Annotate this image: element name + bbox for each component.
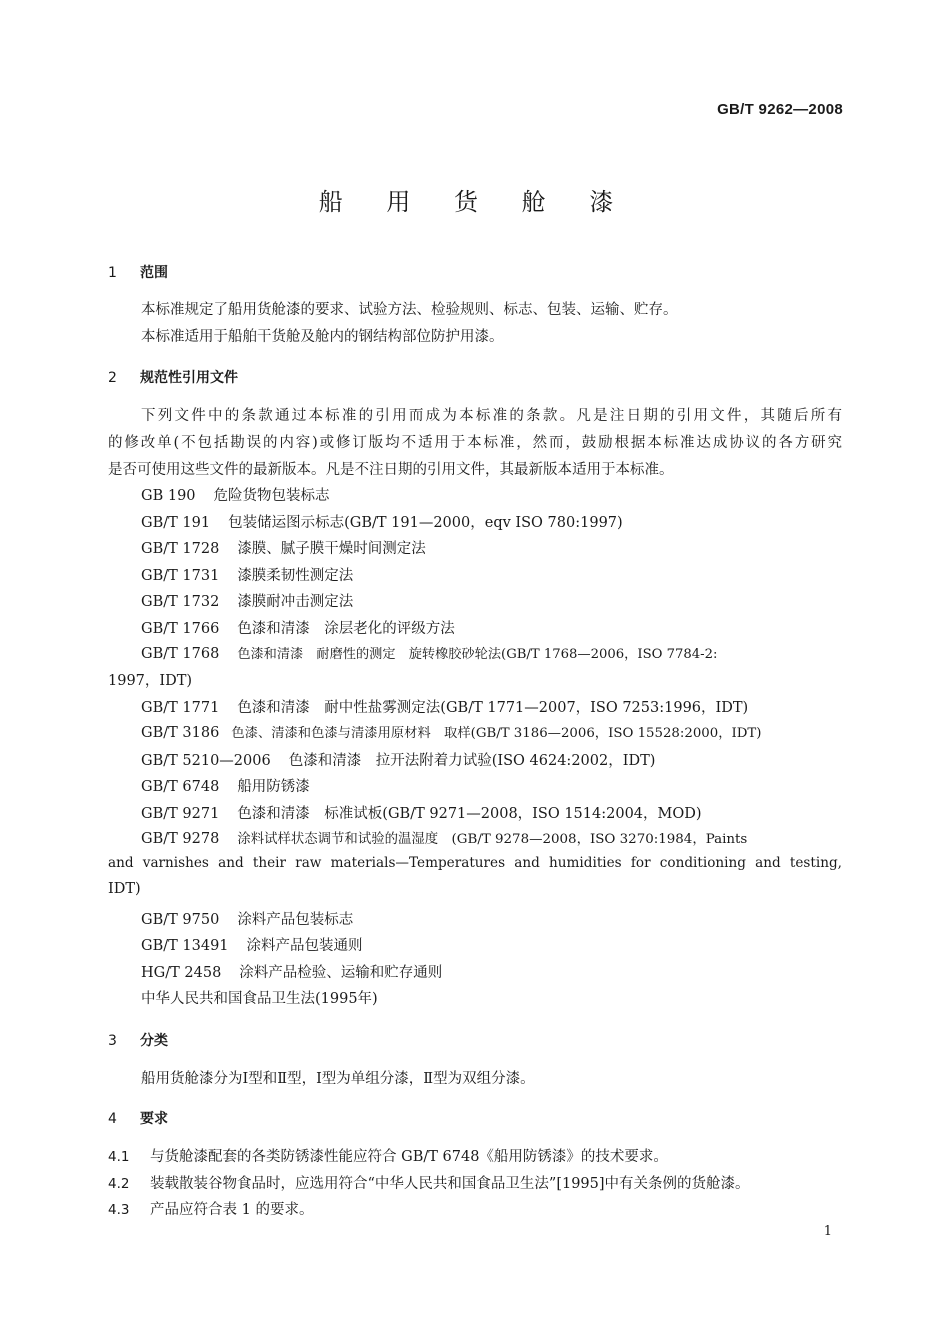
paragraph: 本标准适用于船舶干货舱及舱内的钢结构部位防护用漆。 (141, 329, 504, 345)
section-title: 要求 (140, 1111, 168, 1127)
reference-title: 船用防锈漆 (237, 779, 310, 795)
reference-item (141, 749, 655, 770)
reference-code: GB/T 5210—2006 (141, 753, 271, 769)
reference-item (141, 537, 426, 558)
reference-item (141, 908, 353, 929)
document-title: 船 用 货 舱 漆 (318, 188, 632, 216)
section-number: 4 (108, 1111, 117, 1127)
reference-item (141, 775, 310, 796)
reference-continuation: and varnishes and their raw materials—Temperatures and humidities for conditioning and testing, (108, 855, 842, 871)
section-number: 2 (108, 370, 117, 386)
reference-title: 色漆和清漆 涂层老化的评级方法 (237, 621, 455, 637)
reference-title: 漆膜耐冲击测定法 (237, 594, 354, 610)
reference-code: GB/T 3186 (141, 725, 220, 741)
reference-item (141, 961, 442, 982)
reference-title: 色漆、清漆和色漆与清漆用原材料 取样(GB/T 3186—2006，ISO 15528:2000，IDT) (231, 726, 762, 741)
clause (108, 1145, 668, 1166)
reference-code: GB/T 1731 (141, 568, 220, 584)
clause (108, 1198, 313, 1219)
section-title: 分类 (140, 1033, 168, 1049)
reference-code: GB/T 1732 (141, 594, 220, 610)
clause-text: 产品应符合表 1 的要求。 (150, 1202, 314, 1218)
clause-number: 4.1 (108, 1149, 130, 1165)
reference-title: 涂料产品包装标志 (237, 912, 354, 928)
section-3-heading (108, 1030, 168, 1050)
reference-title: 涂料试样状态调节和试验的温湿度 (GB/T 9278—2008，ISO 3270:1984，Paints (237, 832, 748, 847)
reference-title: 色漆和清漆 耐中性盐雾测定法(GB/T 1771—2007，ISO 7253:1996，IDT) (237, 700, 749, 716)
reference-item (141, 564, 353, 585)
reference-item (141, 828, 747, 847)
reference-continuation: 1997，IDT) (108, 673, 193, 689)
reference-code: GB/T 6748 (141, 779, 220, 795)
reference-code: GB/T 1771 (141, 700, 220, 716)
reference-code: GB/T 9271 (141, 806, 220, 822)
reference-code: GB/T 191 (141, 515, 211, 531)
reference-title: 包装储运图示标志(GB/T 191—2000，eqv ISO 780:1997) (228, 515, 623, 531)
paragraph: 下列文件中的条款通过本标准的引用而成为本标准的条款。凡是注日期的引用文件，其随后所有 (141, 408, 842, 424)
reference-item (141, 511, 623, 532)
clause (108, 1172, 750, 1193)
reference-title: 色漆和清漆 耐磨性的测定 旋转橡胶砂轮法(GB/T 1768—2006，ISO 7784-2: (237, 647, 718, 662)
page-number: 1 (823, 1224, 832, 1239)
reference-code: GB/T 9750 (141, 912, 220, 928)
reference-code: GB 190 (141, 488, 196, 504)
reference-continuation: IDT) (108, 881, 141, 897)
section-title: 规范性引用文件 (140, 370, 238, 386)
reference-title: 漆膜柔韧性测定法 (237, 568, 354, 584)
clause-text: 装载散装谷物食品时，应选用符合“中华人民共和国食品卫生法”[1995]中有关条例的货舱漆。 (150, 1176, 750, 1192)
reference-item (141, 643, 842, 662)
reference-item (141, 934, 363, 955)
reference-item (141, 696, 748, 717)
paragraph: 船用货舱漆分为Ⅰ型和Ⅱ型，Ⅰ型为单组分漆，Ⅱ型为双组分漆。 (141, 1071, 535, 1087)
reference-title: 涂料产品检验、运输和贮存通则 (239, 965, 443, 981)
reference-code: GB/T 1766 (141, 621, 220, 637)
reference-code: GB/T 1728 (141, 541, 220, 557)
clause-number: 4.3 (108, 1202, 130, 1218)
reference-code: HG/T 2458 (141, 965, 222, 981)
section-title: 范围 (140, 265, 168, 281)
reference-item (141, 722, 761, 741)
reference-title: 色漆和清漆 拉开法附着力试验(ISO 4624:2002，IDT) (288, 753, 656, 769)
paragraph: 是否可使用这些文件的最新版本。凡是不注日期的引用文件，其最新版本适用于本标准。 (108, 462, 674, 478)
section-2-heading (108, 367, 238, 387)
section-4-heading (108, 1108, 168, 1128)
reference-code: GB/T 9278 (141, 831, 220, 847)
reference-item (141, 484, 330, 505)
reference-item (141, 987, 378, 1008)
clause-number: 4.2 (108, 1176, 130, 1192)
section-1-heading (108, 262, 168, 282)
paragraph: 本标准规定了船用货舱漆的要求、试验方法、检验规则、标志、包装、运输、贮存。 (141, 302, 678, 318)
section-number: 3 (108, 1033, 117, 1049)
reference-title: 涂料产品包装通则 (246, 938, 363, 954)
standard-code: GB/T 9262—2008 (717, 101, 843, 118)
reference-title: 色漆和清漆 标准试板(GB/T 9271—2008，ISO 1514:2004，MOD) (237, 806, 702, 822)
section-number: 1 (108, 265, 117, 281)
reference-item (141, 802, 702, 823)
reference-title: 危险货物包装标志 (213, 488, 330, 504)
reference-item (141, 590, 353, 611)
paragraph: 的修改单(不包括勘误的内容)或修订版均不适用于本标准，然而，鼓励根据本标准达成协议的各方研究 (108, 435, 842, 451)
reference-item (141, 617, 455, 638)
reference-code: GB/T 13491 (141, 938, 229, 954)
reference-title: 中华人民共和国食品卫生法(1995年) (141, 991, 378, 1007)
clause-text: 与货舱漆配套的各类防锈漆性能应符合 GB/T 6748《船用防锈漆》的技术要求。 (150, 1149, 668, 1165)
reference-title: 漆膜、腻子膜干燥时间测定法 (237, 541, 426, 557)
reference-code: GB/T 1768 (141, 646, 220, 662)
